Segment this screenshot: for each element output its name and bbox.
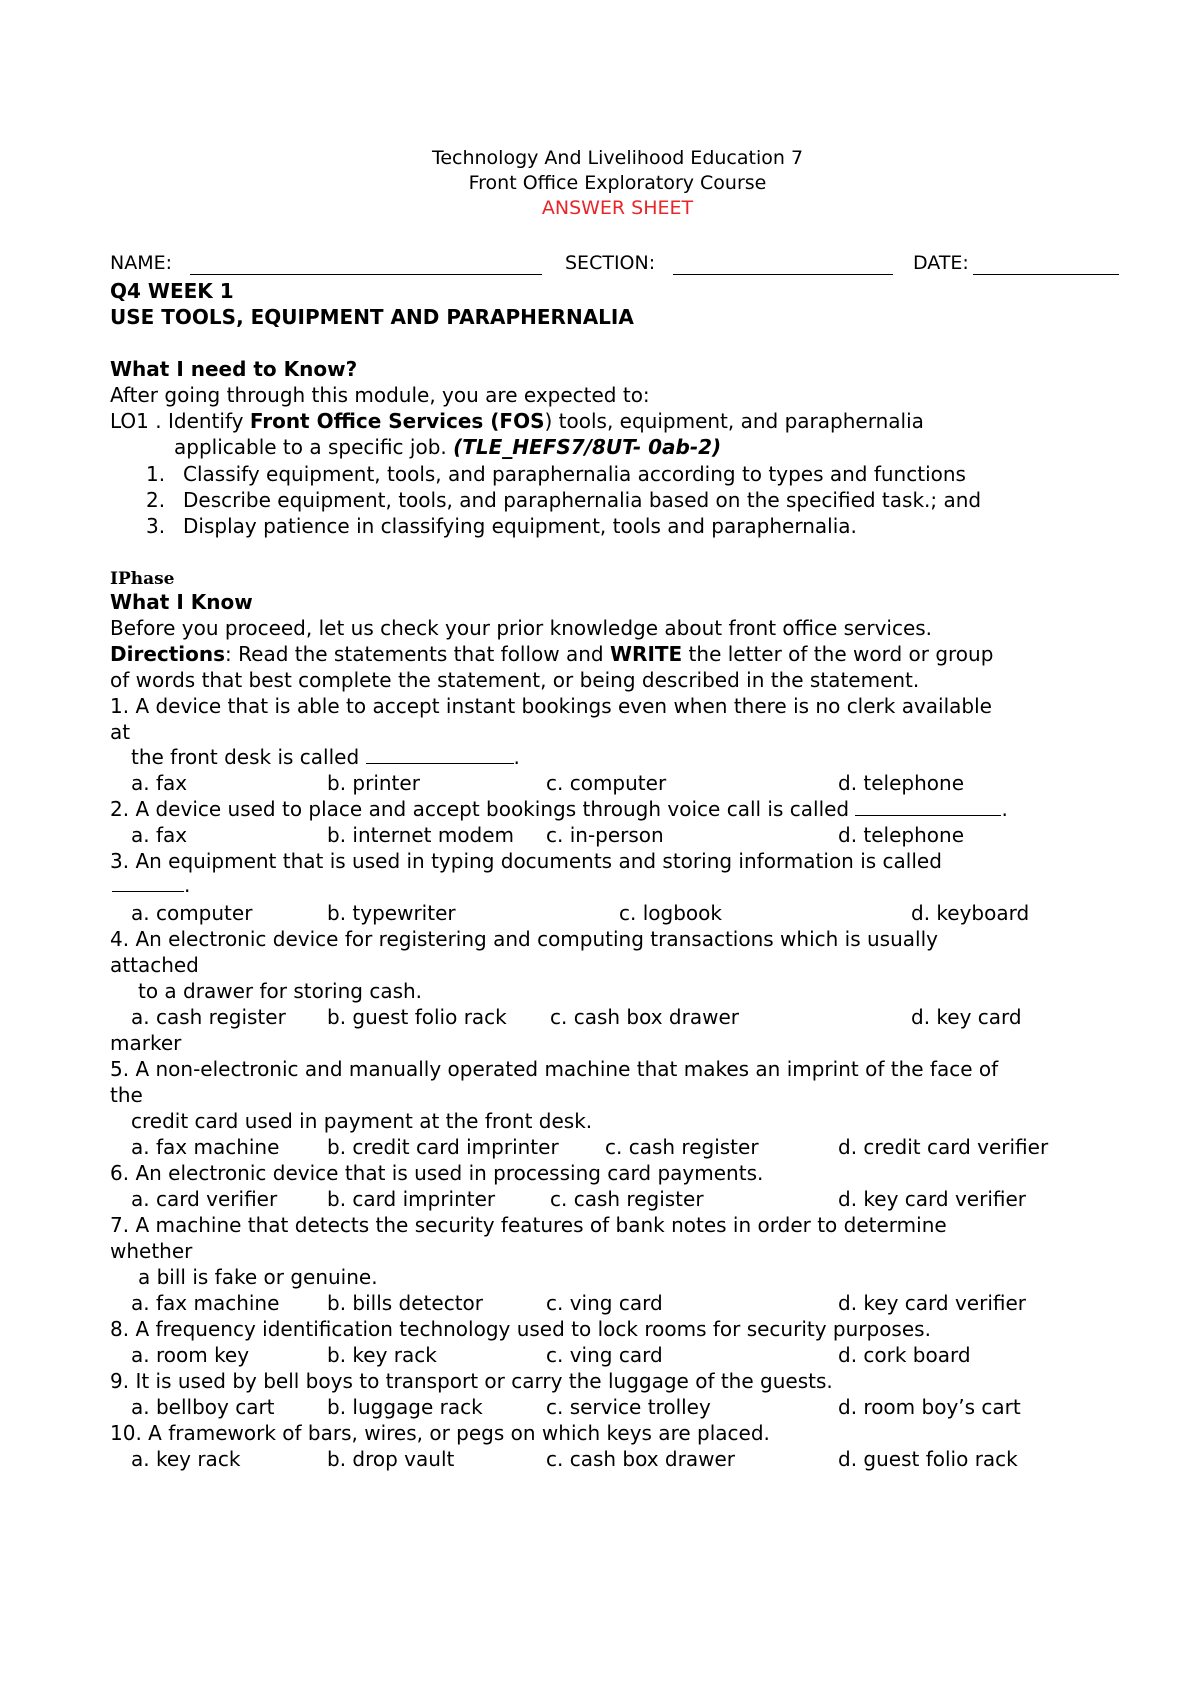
choice-a: a. fax [131, 823, 188, 847]
course-title: Front Office Exploratory Course [468, 172, 767, 194]
question-text: 1. A device that is able to accept instant bookings even when there is no clerk available [110, 694, 992, 718]
choice-d: d. telephone [838, 771, 965, 795]
objective-num: 2. [146, 488, 166, 512]
lo-code: (TLE_HEFS7/8UT- 0ab-2) [453, 435, 722, 459]
choice-d: d. keyboard [911, 901, 1030, 925]
choice-b: b. luggage rack [327, 1395, 483, 1419]
section-field[interactable] [673, 274, 893, 275]
answer-sheet-title: ANSWER SHEET [541, 197, 694, 219]
question-text: 4. An electronic device for registering and computing transactions which is usually [110, 927, 938, 951]
question-text: 5. A non-electronic and manually operated machine that makes an imprint of the face of [110, 1057, 999, 1081]
answer-blank[interactable] [366, 745, 514, 764]
choice-d: d. key card verifier [838, 1291, 1026, 1315]
objective-text: Display patience in classifying equipment, tools and paraphernalia. [183, 514, 857, 538]
objective-num: 3. [146, 514, 166, 538]
choice-d: d. guest folio rack [838, 1447, 1018, 1471]
choice-a: a. room key [131, 1343, 250, 1367]
topic-title: USE TOOLS, EQUIPMENT AND PARAPHERNALIA [110, 305, 634, 329]
choice-b: b. typewriter [327, 901, 456, 925]
answer-blank[interactable] [112, 873, 184, 892]
choice-b: b. printer [327, 771, 420, 795]
choice-c: c. ving card [546, 1291, 663, 1315]
choice-a: a. card verifier [131, 1187, 278, 1211]
objective-num: 1. [146, 462, 166, 486]
choice-b: b. bills detector [327, 1291, 483, 1315]
choice-c: c. logbook [619, 901, 722, 925]
question-text: 10. A framework of bars, wires, or pegs on which keys are placed. [110, 1421, 770, 1445]
directions-text-rest: the letter of the word or group [682, 642, 994, 666]
directions-text: : Read the statements that follow and [225, 642, 610, 666]
document-header [0, 146, 1200, 221]
choice-b: b. credit card imprinter [327, 1135, 559, 1159]
choice-d-wrap: marker [110, 1031, 182, 1055]
date-label: DATE: [913, 252, 969, 274]
objective-text: Describe equipment, tools, and paraphernalia based on the specified task.; and [183, 488, 982, 512]
question-text: whether [110, 1239, 193, 1263]
choice-c: c. service trolley [546, 1395, 711, 1419]
date-field[interactable] [973, 274, 1119, 275]
name-field[interactable] [190, 274, 542, 275]
objective-text: Classify equipment, tools, and paraphernalia according to types and functions [183, 462, 966, 486]
question-text: the [110, 1083, 143, 1107]
choice-a: a. bellboy cart [131, 1395, 275, 1419]
period: . [1001, 797, 1008, 821]
choice-d: d. key card verifier [838, 1187, 1026, 1211]
choice-a: a. fax machine [131, 1135, 280, 1159]
choice-a: a. fax [131, 771, 188, 795]
question-text: 9. It is used by bell boys to transport or carry the luggage of the guests. [110, 1369, 833, 1393]
learning-objective [110, 408, 1120, 434]
section-label: SECTION: [565, 252, 656, 274]
question-stem: the front desk is called [131, 745, 360, 769]
choice-b: b. drop vault [327, 1447, 455, 1471]
learning-objective-cont [174, 434, 1184, 460]
choice-d: d. credit card verifier [838, 1135, 1049, 1159]
lo-cont: applicable to a specific job. [174, 435, 454, 459]
choice-c: c. computer [546, 771, 667, 795]
directions [110, 641, 1120, 667]
choice-d: d. cork board [838, 1343, 971, 1367]
question-text [131, 744, 520, 770]
know-intro: Before you proceed, let us check your prior knowledge about front office services. [110, 616, 933, 640]
phase-label: IPhase [110, 569, 175, 589]
directions-label: Directions [110, 642, 226, 666]
question-text [110, 796, 1008, 822]
choice-a: a. computer [131, 901, 253, 925]
question-text: attached [110, 953, 199, 977]
need-heading: What I need to Know? [110, 357, 358, 381]
need-intro: After going through this module, you are expected to: [110, 383, 650, 407]
question-text: 8. A frequency identification technology used to lock rooms for security purposes. [110, 1317, 931, 1341]
period: . [184, 873, 191, 897]
week-label: Q4 WEEK 1 [110, 279, 234, 303]
question-text: a bill is fake or genuine. [138, 1265, 378, 1289]
lo-suffix: ) tools, equipment, and paraphernalia [544, 409, 924, 433]
choice-b: b. card imprinter [327, 1187, 496, 1211]
lo-fos: Front Office Services (FOS [249, 409, 545, 433]
question-text: credit card used in payment at the front desk. [131, 1109, 593, 1133]
question-text [112, 872, 190, 898]
choice-c: c. cash box drawer [546, 1447, 735, 1471]
choice-b: b. key rack [327, 1343, 437, 1367]
choice-d: d. room boy’s cart [838, 1395, 1021, 1419]
name-label: NAME: [110, 252, 173, 274]
question-text: 3. An equipment that is used in typing documents and storing information is called [110, 849, 942, 873]
question-text: 7. A machine that detects the security features of bank notes in order to determine [110, 1213, 947, 1237]
question-text: 6. An electronic device that is used in processing card payments. [110, 1161, 764, 1185]
question-text: to a drawer for storing cash. [138, 979, 423, 1003]
choice-c: c. in-person [546, 823, 664, 847]
choice-b: b. guest folio rack [327, 1005, 507, 1029]
choice-c: c. cash register [605, 1135, 759, 1159]
student-info-row [110, 252, 1110, 280]
choice-a: a. cash register [131, 1005, 286, 1029]
period: . [513, 745, 520, 769]
question-stem: 2. A device used to place and accept bookings through voice call is called [110, 797, 850, 821]
write-emphasis: WRITE [609, 642, 683, 666]
choice-d: d. key card [911, 1005, 1022, 1029]
subject-title: Technology And Livelihood Education 7 [431, 147, 804, 169]
choice-c: c. cash box drawer [550, 1005, 739, 1029]
choice-a: a. fax machine [131, 1291, 280, 1315]
directions-line2: of words that best complete the statement, or being described in the statement. [110, 668, 920, 692]
choice-c: c. cash register [550, 1187, 704, 1211]
answer-blank[interactable] [855, 797, 1001, 816]
question-text: at [110, 720, 131, 744]
lo-prefix: LO1 . Identify [110, 409, 250, 433]
know-heading: What I Know [110, 590, 253, 614]
choice-a: a. key rack [131, 1447, 241, 1471]
choice-d: d. telephone [838, 823, 965, 847]
choice-b: b. internet modem [327, 823, 515, 847]
choice-c: c. ving card [546, 1343, 663, 1367]
